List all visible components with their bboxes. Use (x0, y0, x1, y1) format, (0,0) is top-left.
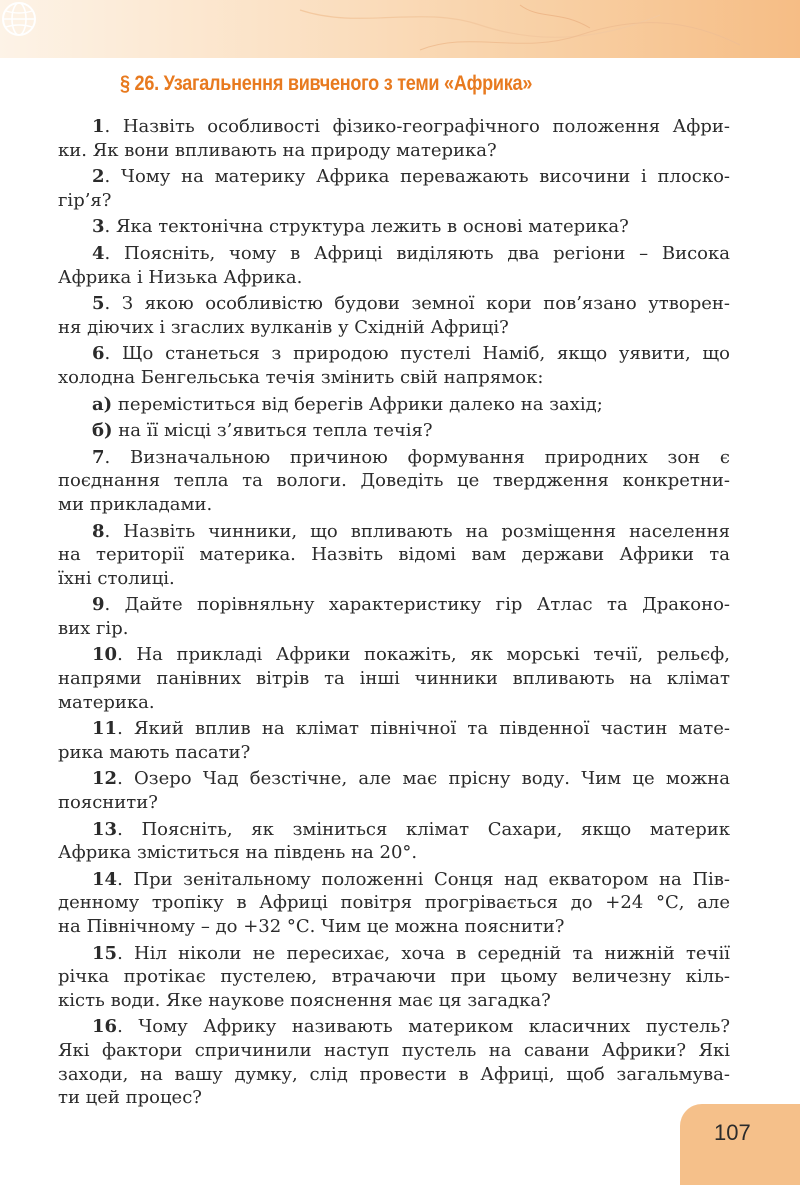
question-number: а) (92, 393, 113, 415)
question-item: 11. Який вплив на клімат північної та південної частин мате- рика мають пасати? (58, 718, 730, 763)
page-number: 107 (714, 1120, 751, 1145)
question-item: 13. Поясніть, як зміниться клімат Сахари, якщо материк Африка зміститься на південь на 20°. (58, 818, 731, 864)
question-number: 10 (92, 644, 118, 666)
question-line: напрями панівних вітрів та інші чинники впливають на клімат (58, 668, 730, 690)
question-line: Який вплив на клімат північної та південної частин мате- (133, 718, 730, 740)
question-line: На прикладі Африки покажіть, як морські течії, рельєф, (136, 644, 730, 666)
question-line: Африка і Низька Африка. (58, 266, 303, 288)
question-item: 7. Визначальною причиною формування природних зон є поєднання тепла та вологи. Доведіть це твердження конкретни- ми прикладами. (58, 446, 731, 515)
question-item: 2. Чому на материку Африка переважають височини і плоско- гір’я? (58, 166, 731, 211)
question-number: 5 (92, 293, 105, 315)
question-item: 9. Дайте порівняльну характеристику гір Атлас та Драконо- вих гір. (58, 594, 730, 639)
question-line: ки. Як вони впливають на природу материка? (58, 139, 497, 161)
question-item: 4. Поясніть, чому в Африці виділяють два регіони – Висока Африка і Низька Африка. (58, 242, 731, 288)
question-line: заходи, на вашу думку, слід провести в Африці, щоб загальмува- (58, 1063, 730, 1085)
question-line: холодна Бенгельська течія змінить свій напрямок: (58, 366, 544, 388)
question-number: 2 (92, 166, 105, 188)
question-item: 6. Що станеться з природою пустелі Наміб, якщо уявити, що холодна Бенгельська течія змінить свій напрямок: (58, 343, 730, 388)
question-line: денному тропіку в Африці повітря прогрівається до +24 °С, але (58, 892, 730, 914)
question-line: кість води. Яке наукове пояснення має ця загадка? (58, 989, 551, 1011)
question-item: 3. Яка тектонічна структура лежить в основі материка? (92, 216, 629, 238)
question-item: 15. Ніл ніколи не пересихає, хоча в середній та нижній течії річка протікає пустелею, втрачаючи при цьому величезну кіль- кість води. Яке наукове пояснення має ця загадка? (58, 942, 730, 1011)
question-line: Дайте порівняльну характеристику гір Атлас та Драконо- (124, 594, 730, 616)
globe-icon (0, 0, 38, 38)
question-line: їхні столиці. (58, 567, 175, 589)
question-item: 14. При зенітальному положенні Сонця над екватором на Пів- денному тропіку в Африці повітря прогрівається до +24 °С, але на Північному – до +32 °С. Чим це можна пояснити? (58, 868, 730, 937)
question-number: 3 (92, 216, 105, 238)
question-number: 15 (92, 942, 118, 964)
question-number: 12 (92, 768, 118, 790)
question-line: поєднання тепла та вологи. Доведіть це твердження конкретни- (58, 470, 730, 492)
question-number: 14 (92, 868, 118, 890)
question-item: 10. На прикладі Африки покажіть, як морські течії, рельєф, напрями панівних вітрів та інші чинники впливають на клімат материка. (58, 644, 730, 713)
question-number: 16 (92, 1016, 118, 1038)
question-line: на її місці з’явиться тепла течія? (118, 420, 433, 442)
question-line: ми прикладами. (58, 493, 213, 515)
question-line: Поясніть, як зміниться клімат Сахари, якщо материк (141, 818, 731, 840)
question-number: 11 (92, 718, 118, 740)
question-number: 1 (92, 116, 105, 137)
question-number: 9 (92, 594, 105, 616)
question-number: 6 (92, 343, 105, 365)
question-line: Що станеться з природою пустелі Наміб, якщо уявити, що (122, 343, 730, 365)
question-line: З якою особливістю будови земної кори пов’язано утворен- (121, 293, 730, 315)
question-number: 13 (92, 818, 118, 840)
question-line: гір’я? (58, 189, 112, 211)
question-item: 8. Назвіть чинники, що впливають на розміщення населення на території материка. Назвіть відомі вам держави Африки та їхні столиці. (58, 520, 730, 589)
question-item (58, 393, 730, 417)
question-line: Назвіть особливості фізико-географічного положення Афри- (122, 116, 730, 137)
question-line: річка протікає пустелею, втрачаючи при цьому величезну кіль- (58, 966, 730, 988)
questions-list (58, 115, 730, 1113)
question-line: Африка зміститься на південь на 20°. (58, 842, 418, 864)
question-item (58, 419, 730, 443)
question-line: вих гір. (58, 617, 129, 639)
page-number-tab (680, 1104, 800, 1185)
header-decorative-band (0, 0, 800, 58)
question-line: Яка тектонічна структура лежить в основі материка? (115, 216, 629, 238)
question-line: Ніл ніколи не пересихає, хоча в середній та нижній течії (134, 942, 730, 964)
map-texture (0, 0, 800, 58)
question-line: Назвіть чинники, що впливають на розміщення населення (123, 520, 730, 542)
question-line: Визначальною причиною формування природних зон є (130, 446, 731, 468)
question-number: б) (92, 420, 113, 442)
question-line: на території материка. Назвіть відомі вам держави Африки та (58, 544, 730, 566)
question-item: 12. Озеро Чад безстічне, але має прісну воду. Чим це можна пояснити? (58, 768, 730, 814)
question-line: Чому на материку Африка переважають височини і плоско- (121, 166, 731, 188)
question-line: ти цей процес? (58, 1087, 202, 1109)
question-number: 8 (92, 520, 105, 542)
question-line: При зенітальному положенні Сонця над екватором на Пів- (133, 868, 730, 890)
question-line: Які фактори спричинили наступ пустель на савани Африки? Які (58, 1039, 730, 1061)
question-number: 4 (92, 242, 105, 264)
question-line: Озеро Чад безстічне, але має прісну воду. Чим це можна (134, 768, 730, 790)
section-title: § 26. Узагальнення вивченого з теми «Африка» (120, 72, 533, 95)
question-number: 7 (92, 446, 105, 468)
question-item: 16. Чому Африку називають материком класичних пустель? Які фактори спричинили наступ пустель на савани Африки? Які заходи, на вашу думку, слід провести в Африці, щоб загальмува- ти цей процес? (58, 1016, 730, 1109)
question-item: 1. Назвіть особливості фізико-географічного положення Афри- ки. Як вони впливають на природу материка? (58, 116, 730, 161)
question-line: Поясніть, чому в Африці виділяють два регіони – Висока (124, 242, 731, 264)
question-line: ня діючих і згаслих вулканів у Східній Африці? (58, 316, 509, 338)
question-line: пояснити? (58, 792, 158, 814)
question-line: Чому Африку називають материком класичних пустель? (138, 1016, 730, 1038)
question-line: переміститься від берегів Африки далеко на захід; (117, 393, 603, 415)
question-line: рика мають пасати? (58, 741, 251, 763)
question-line: материка. (58, 691, 155, 713)
question-item: 5. З якою особливістю будови земної кори пов’язано утворен- ня діючих і згаслих вулканів у Східній Африці? (58, 293, 730, 338)
question-line: на Північному – до +32 °С. Чим це можна пояснити? (58, 916, 565, 937)
